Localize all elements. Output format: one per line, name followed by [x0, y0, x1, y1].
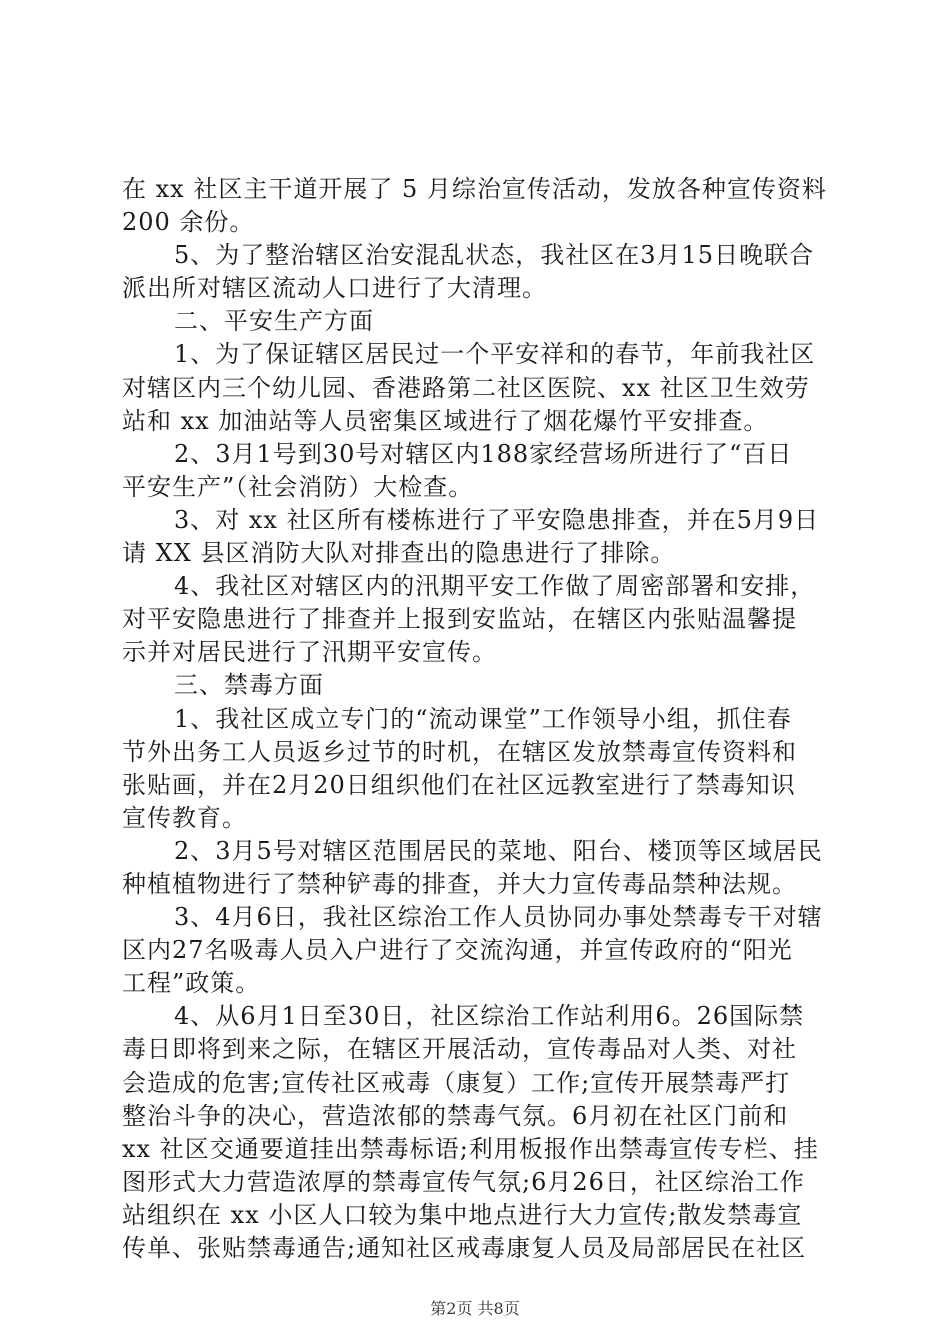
- text-line: 4、从6月1日至30日，社区综治工作站利用6。26国际禁: [174, 1002, 805, 1031]
- text-line: 三、禁毒方面: [174, 671, 324, 700]
- text-line: 1、为了保证辖区居民过一个平安祥和的春节，年前我社区: [174, 340, 816, 369]
- text-line: 对辖区内三个幼儿园、香港路第二社区医院、xx 社区卫生效劳: [122, 373, 810, 402]
- text-line: 会造成的危害;宣传社区戒毒（康复）工作;宣传开展禁毒严打: [122, 1068, 791, 1097]
- text-line: 种植植物进行了禁种铲毒的排查，并大力宣传毒品禁种法规。: [122, 869, 797, 898]
- text-line: 区内27名吸毒人员入户进行了交流沟通，并宣传政府的“阳光: [122, 936, 793, 965]
- text-line: xx 社区交通要道挂出禁毒标语;利用板报作出禁毒宣传专栏、挂: [122, 1134, 819, 1163]
- text-line: 1、我社区成立专门的“流动课堂”工作领导小组，抓住春: [174, 704, 792, 733]
- text-line: 传单、张贴禁毒通告;通知社区戒毒康复人员及局部居民在社区: [122, 1234, 807, 1262]
- text-line: 3、对 xx 社区所有楼栋进行了平安隐患排查，并在5月9日: [174, 505, 820, 534]
- text-line: 平安生产”（社会消防）大检查。: [122, 472, 474, 501]
- page-footer: 第2页 共8页: [430, 1299, 520, 1318]
- text-line: 200 余份。: [122, 208, 255, 237]
- text-line: 3、4月6日，我社区综治工作人员协同办事处禁毒专干对辖: [174, 903, 823, 932]
- document-body: [122, 173, 837, 1265]
- text-line: 工程”政策。: [122, 969, 261, 998]
- text-line: 5、为了整治辖区治安混乱状态，我社区在3月15日晚联合: [174, 241, 815, 270]
- text-line: 二、平安生产方面: [174, 307, 374, 336]
- text-line: 请 XX 县区消防大队对排查出的隐患进行了排除。: [122, 539, 676, 568]
- text-line: 2、3月5号对辖区范围居民的菜地、阳台、楼顶等区域居民: [174, 836, 823, 865]
- text-line: 张贴画，并在2月20日组织他们在社区远教室进行了禁毒知识: [122, 770, 796, 799]
- text-line: 2、3月1号到30号对辖区内188家经营场所进行了“百日: [174, 439, 793, 468]
- text-line: 派出所对辖区流动人口进行了大清理。: [122, 274, 547, 303]
- text-line: 节外出务工人员返乡过节的时机，在辖区发放禁毒宣传资料和: [122, 737, 797, 766]
- text-line: 整治斗争的决心，营造浓郁的禁毒气氛。6月初在社区门前和: [122, 1101, 789, 1130]
- text-line: 对平安隐患进行了排查并上报到安监站，在辖区内张贴温馨提: [122, 605, 797, 634]
- text-line: 站组织在 xx 小区人口较为集中地点进行大力宣传;散发禁毒宣: [122, 1200, 803, 1229]
- text-line: 图形式大力营造浓厚的禁毒宣传气氛;6月26日，社区综治工作: [122, 1167, 805, 1196]
- text-line: 毒日即将到来之际，在辖区开展活动，宣传毒品对人类、对社: [122, 1035, 797, 1064]
- text-line: 在 xx 社区主干道开展了 5 月综治宣传活动，发放各种宣传资料: [122, 175, 827, 203]
- text-line: 宣传教育。: [122, 803, 247, 832]
- text-line: 示并对居民进行了汛期平安宣传。: [122, 638, 497, 667]
- text-line: 站和 xx 加油站等人员密集区域进行了烟花爆竹平安排查。: [122, 406, 769, 435]
- text-line: 4、我社区对辖区内的汛期平安工作做了周密部署和安排，: [174, 572, 816, 601]
